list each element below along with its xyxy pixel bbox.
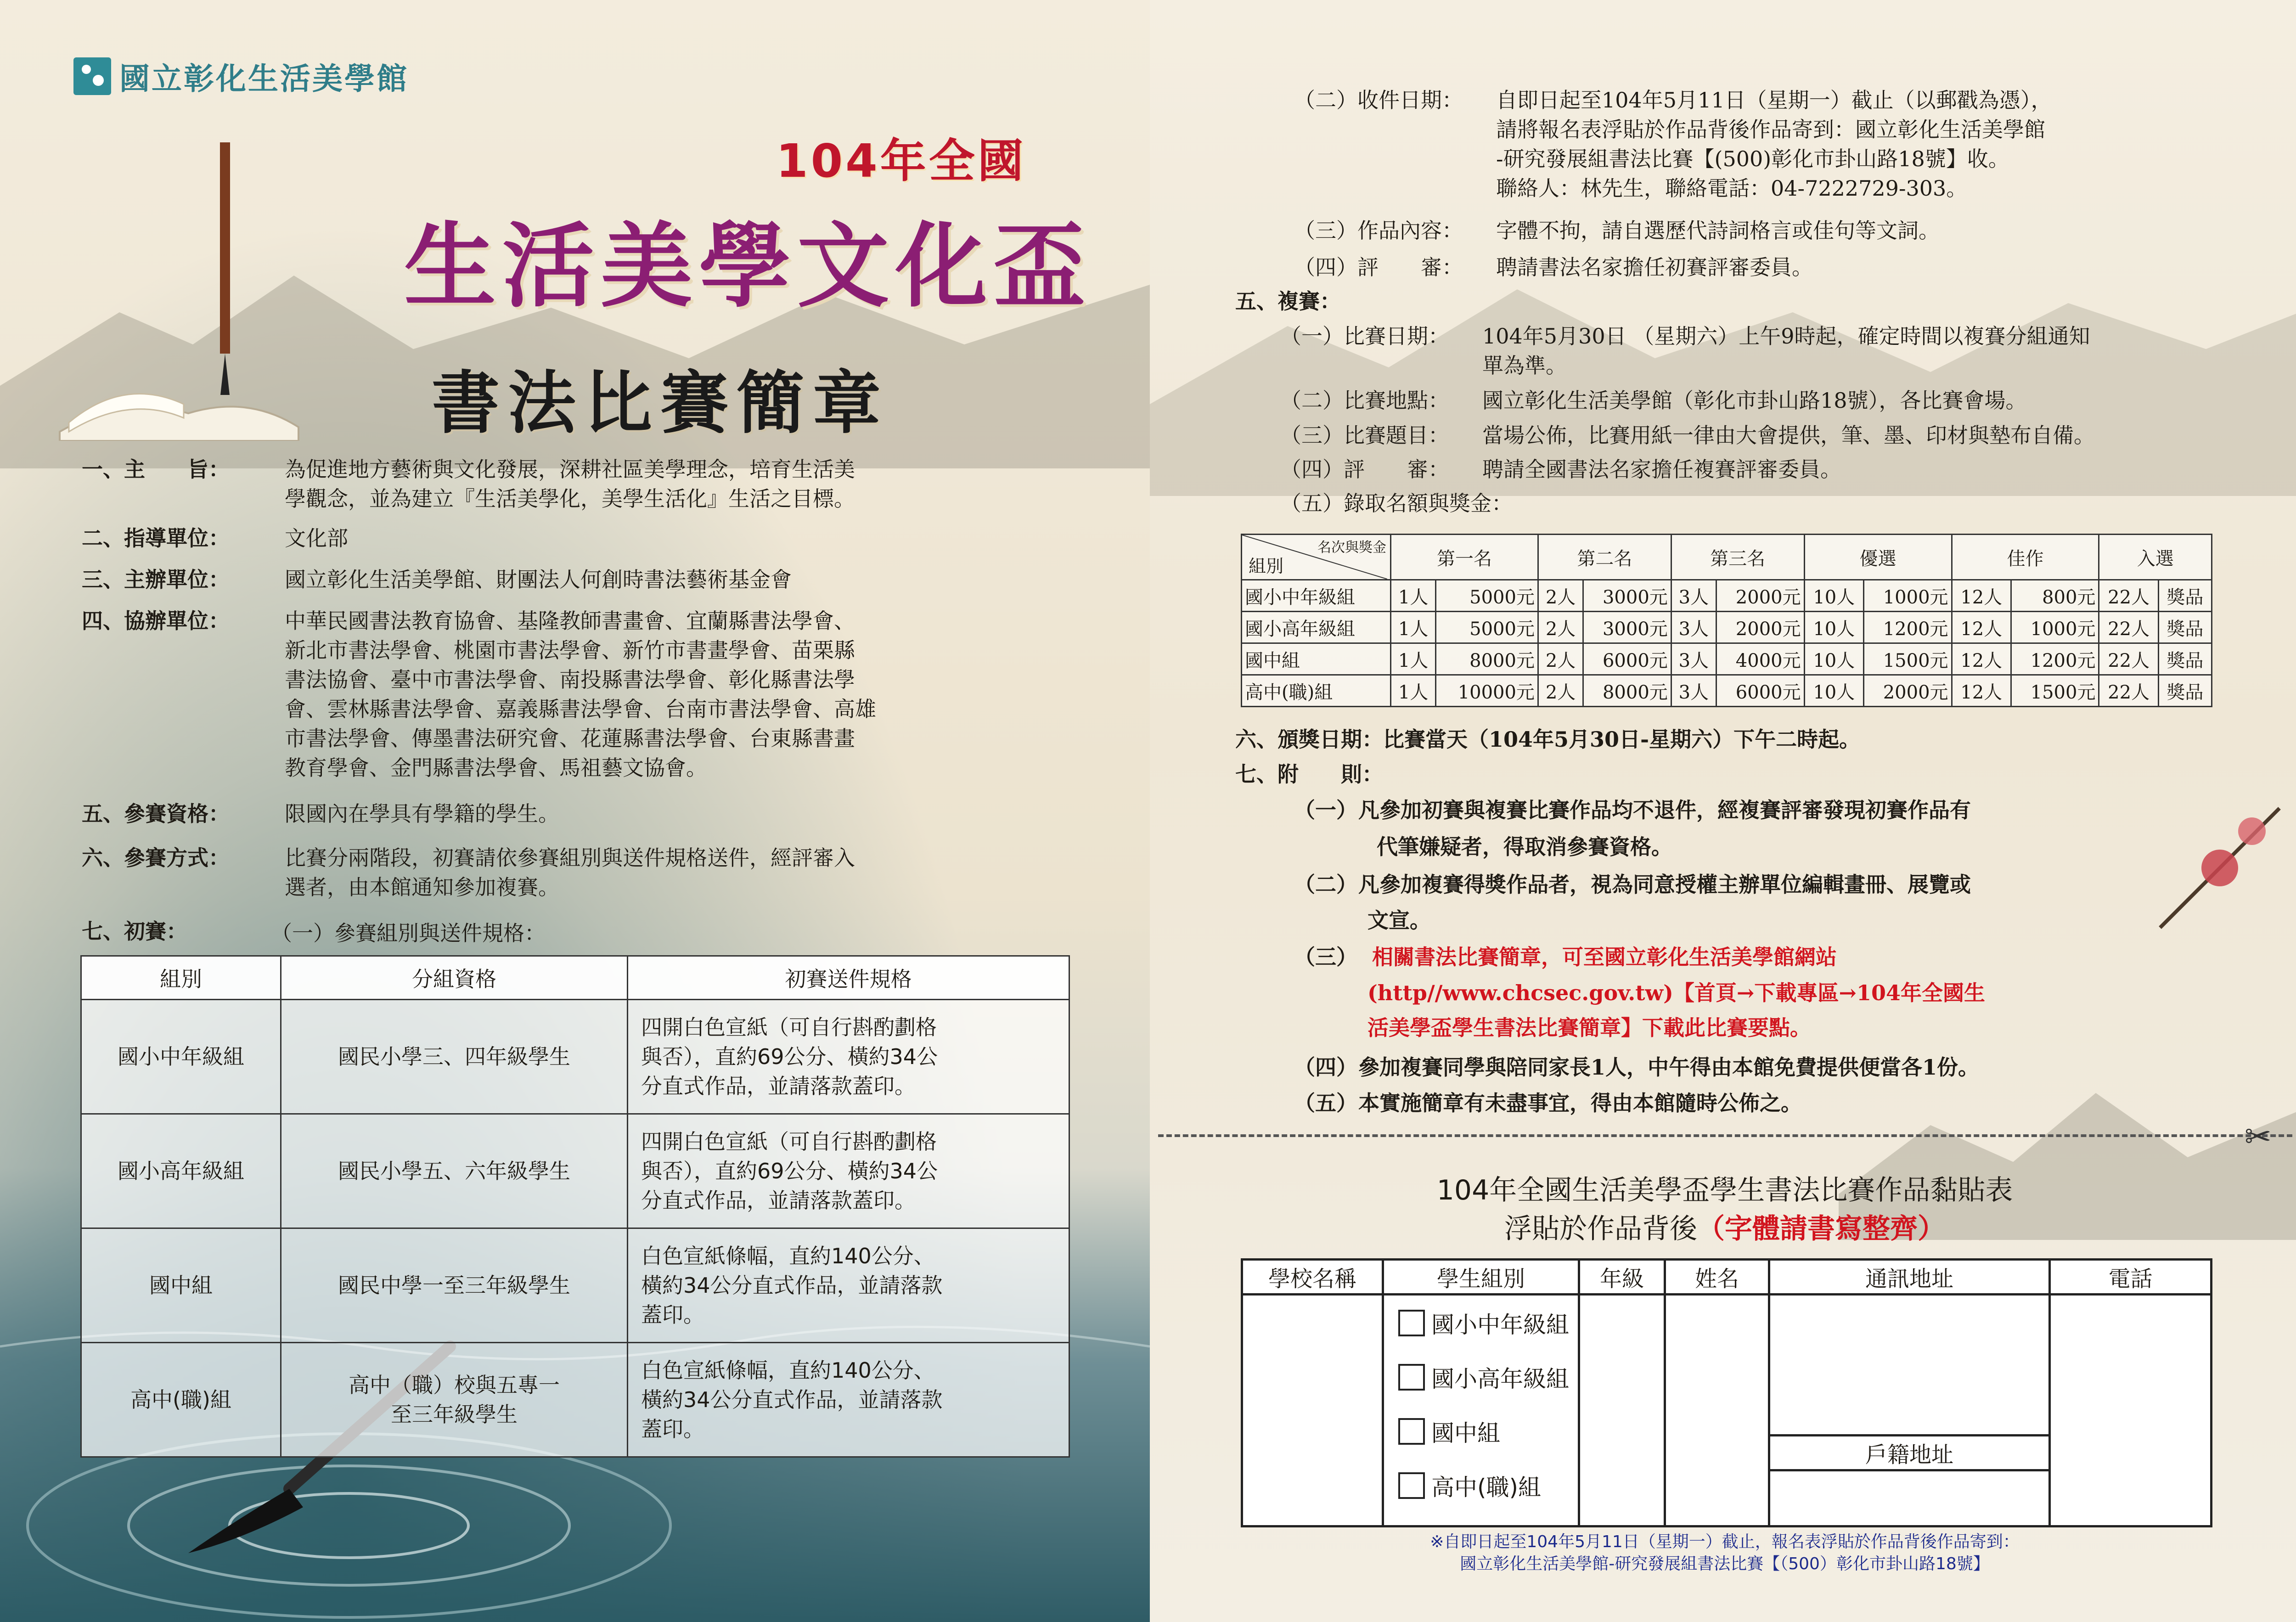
count-cell: 2人 — [1538, 612, 1583, 643]
item-text: -研究發展組書法比賽【(500)彰化市卦山路18號】收。 — [1496, 146, 2009, 171]
item-label: （一）比賽日期： — [1280, 324, 1449, 349]
item-text: 新北市書法學會、桃園市書法學會、新竹市書畫學會、苗栗縣 — [285, 638, 855, 663]
prize-cell: 3000元 — [1583, 580, 1671, 612]
group-cell: 高中(職)組 — [81, 1343, 281, 1457]
qual-cell — [281, 1343, 628, 1457]
group-option[interactable] — [1384, 1404, 1577, 1459]
appendix-num: （二） — [1294, 872, 1357, 897]
spec-cell — [628, 1343, 1069, 1457]
item-text: 比賽分兩階段，初賽請依參賽組別與送件規格送件，經評審入 — [285, 845, 855, 870]
form-header: 學校名稱 — [1242, 1260, 1383, 1295]
count-cell: 12人 — [1952, 580, 2011, 612]
checkbox[interactable] — [1398, 1418, 1425, 1445]
spec-line: 分直式作品，並請落款蓋印。 — [641, 1188, 916, 1213]
prize-cell: 獎品 — [2158, 580, 2212, 612]
qual-cell: 國民中學一至三年級學生 — [281, 1228, 628, 1343]
checkbox[interactable] — [1398, 1472, 1425, 1499]
group-option-label: 國中組 — [1431, 1420, 1500, 1447]
appendix-label: 七、附 則： — [1235, 762, 1383, 787]
scissors-icon: ✂ — [2245, 1118, 2272, 1155]
name-field[interactable] — [1665, 1295, 1769, 1526]
spec-line: 白色宣紙條幅，直約140公分、 — [641, 1358, 935, 1383]
form-header: 電話 — [2050, 1260, 2212, 1295]
item-label-organizer: 三、主辦單位： — [82, 567, 230, 592]
count-cell: 3人 — [1671, 675, 1716, 707]
item-label: （四）評 審： — [1294, 255, 1463, 280]
item-label-purpose: 一、主 旨： — [82, 457, 230, 482]
item-text: 聘請書法名家擔任初賽評審委員。 — [1496, 255, 1813, 280]
form-header: 學生組別 — [1383, 1260, 1579, 1295]
item-text: 教育學會、金門縣書法學會、馬祖藝文協會。 — [285, 755, 707, 780]
prize-cell: 6000元 — [1716, 675, 1805, 707]
prize-header: 佳作 — [1952, 535, 2099, 580]
count-cell: 1人 — [1391, 580, 1436, 612]
group-option[interactable] — [1384, 1459, 1577, 1513]
spec-line: 白色宣紙條幅，直約140公分、 — [641, 1244, 935, 1268]
table-header: 組別 — [81, 956, 281, 1000]
final-label: 五、複賽： — [1235, 289, 1341, 314]
count-cell: 1人 — [1391, 675, 1436, 707]
group-cell: 國小中年級組 — [1242, 580, 1391, 612]
count-cell: 22人 — [2099, 643, 2158, 675]
award-date: 六、頒獎日期：比賽當天（104年5月30日-星期六）下午二時起。 — [1235, 727, 1861, 752]
form-note: ※自即日起至104年5月11日（星期一）截止，報名表浮貼於作品背後作品寄到： — [1430, 1532, 2020, 1551]
prize-header: 第二名 — [1538, 535, 1671, 580]
prize-header: 入選 — [2099, 535, 2212, 580]
group-cell: 國中組 — [1242, 643, 1391, 675]
table-row — [81, 1228, 1069, 1343]
prize-cell: 1500元 — [2011, 675, 2099, 707]
group-option-label: 國小高年級組 — [1431, 1366, 1569, 1392]
item-text: 字體不拘，請自選歷代詩詞格言或佳句等文詞。 — [1496, 218, 1940, 243]
table-row — [1242, 643, 2212, 675]
form-subtitle — [1150, 1211, 2296, 1247]
item-label-co-organizer: 四、協辦單位： — [82, 608, 230, 633]
prize-cell: 1500元 — [1863, 643, 1952, 675]
item-text: 會、雲林縣書法學會、嘉義縣書法學會、台南市書法學會、高雄 — [285, 697, 876, 721]
group-cell: 國小高年級組 — [81, 1114, 281, 1228]
prize-cell: 10000元 — [1436, 675, 1538, 707]
prize-cell: 1000元 — [2011, 612, 2099, 643]
prize-cell: 5000元 — [1436, 580, 1538, 612]
prize-cell: 1200元 — [1863, 612, 1952, 643]
appendix-text-highlight: 相關書法比賽簡章，可至國立彰化生活美學館網站 — [1372, 945, 1837, 969]
prize-cell: 獎品 — [2158, 643, 2212, 675]
count-cell: 10人 — [1804, 612, 1863, 643]
item-text: 選者，由本館通知參加複賽。 — [285, 875, 559, 900]
prize-cell: 3000元 — [1583, 612, 1671, 643]
item-label-eligibility: 五、參賽資格： — [82, 801, 230, 826]
group-checkbox-list — [1383, 1295, 1579, 1526]
count-cell: 22人 — [2099, 675, 2158, 707]
prize-cell: 4000元 — [1716, 643, 1805, 675]
appendix-num: （五） — [1294, 1091, 1357, 1115]
item-label: （四）評 審： — [1280, 457, 1449, 482]
spec-line: 四開白色宣紙（可自行斟酌劃格 — [641, 1129, 937, 1154]
item-text: 書法協會、臺中市書法學會、南投縣書法學會、彰化縣書法學 — [285, 667, 855, 692]
item-text: 文化部 — [285, 526, 348, 551]
group-cell: 國中組 — [81, 1228, 281, 1343]
count-cell: 10人 — [1804, 675, 1863, 707]
prize-header: 優選 — [1804, 535, 1952, 580]
count-cell: 10人 — [1804, 580, 1863, 612]
item-text: 中華民國書法教育協會、基隆教師書畫會、宜蘭縣書法學會、 — [285, 608, 855, 633]
plum-blossom-icon — [2151, 790, 2289, 937]
spec-line: 與否），直約69公分、橫約34公 — [641, 1044, 938, 1069]
count-cell: 12人 — [1952, 675, 2011, 707]
count-cell: 12人 — [1952, 612, 2011, 643]
item-text: 單為準。 — [1482, 353, 1567, 378]
subtitle: 104年全國 — [776, 134, 1026, 188]
prize-cell: 800元 — [2011, 580, 2099, 612]
appendix-text: 凡參加複賽得獎作品者，視為同意授權主辦單位編輯畫冊、展覽或 — [1358, 872, 1971, 897]
table-row — [81, 1000, 1069, 1114]
spec-cell — [628, 1114, 1069, 1228]
item-text: 104年5月30日 （星期六）上午9時起，確定時間以複賽分組通知 — [1482, 324, 2090, 349]
item-text: 請將報名表浮貼於作品背後作品寄到：國立彰化生活美學館 — [1496, 117, 2045, 142]
count-cell: 3人 — [1671, 580, 1716, 612]
group-cell: 國小高年級組 — [1242, 612, 1391, 643]
table-row — [1242, 612, 2212, 643]
spec-line: 與否），直約69公分、橫約34公 — [641, 1159, 938, 1183]
prize-cell: 8000元 — [1583, 675, 1671, 707]
table-row — [81, 1343, 1069, 1457]
appendix-text-highlight[interactable]: (http//www.chcsec.gov.tw)【首頁→下載專區→104年全國生 — [1367, 980, 1985, 1005]
table-header: 初賽送件規格 — [628, 956, 1069, 1000]
appendix-text: 凡參加初賽與複賽比賽作品均不退件，經複賽評審發現初賽作品有 — [1358, 798, 1971, 822]
logo-icon — [73, 57, 111, 95]
item-text: 限國內在學具有學籍的學生。 — [285, 801, 559, 826]
group-option-label: 高中(職)組 — [1431, 1474, 1542, 1501]
item-text: 自即日起至104年5月11日（星期一）截止（以郵戳為憑）， — [1496, 88, 2052, 113]
appendix-text: 文宣。 — [1367, 908, 1431, 933]
prize-cell: 5000元 — [1436, 612, 1538, 643]
spec-line: 橫約34公分直式作品，並請落款 — [641, 1273, 943, 1298]
appendix-text: 參加複賽同學與陪同家長1人，中午得由本館免費提供便當各1份。 — [1358, 1055, 1980, 1080]
form-header: 通訊地址 — [1769, 1260, 2050, 1295]
prize-cell: 8000元 — [1436, 643, 1538, 675]
form-subtitle-red: （字體請書寫整齊） — [1697, 1213, 1945, 1245]
item-label: （二）比賽地點： — [1280, 388, 1449, 413]
group-option[interactable] — [1384, 1350, 1577, 1404]
checkbox[interactable] — [1398, 1364, 1425, 1391]
prize-cell: 獎品 — [2158, 675, 2212, 707]
item-text: 國立彰化生活美學館（彰化市卦山路18號），各比賽會場。 — [1482, 388, 2027, 413]
spec-line: 蓋印。 — [641, 1417, 704, 1442]
qual-line: 至三年級學生 — [391, 1402, 518, 1427]
prize-cell: 2000元 — [1863, 675, 1952, 707]
table-header: 分組資格 — [281, 956, 628, 1000]
group-option[interactable] — [1384, 1296, 1577, 1350]
count-cell: 2人 — [1538, 643, 1583, 675]
prelim-sub-label: （一）參賽組別與送件規格： — [271, 921, 546, 946]
appendix-num: （一） — [1294, 798, 1357, 822]
prize-cell: 2000元 — [1716, 580, 1805, 612]
household-address-field[interactable] — [1769, 1470, 2050, 1526]
spec-line: 四開白色宣紙（可自行斟酌劃格 — [641, 1015, 937, 1040]
spec-line: 分直式作品，並請落款蓋印。 — [641, 1074, 916, 1098]
spec-cell — [628, 1228, 1069, 1343]
count-cell: 22人 — [2099, 612, 2158, 643]
qual-cell: 國民小學三、四年級學生 — [281, 1000, 628, 1114]
table-row — [1242, 675, 2212, 707]
museum-logo — [73, 54, 409, 98]
prize-cell: 獎品 — [2158, 612, 2212, 643]
prize-cell: 6000元 — [1583, 643, 1671, 675]
qual-line: 高中（職）校與五專一 — [349, 1373, 560, 1397]
count-cell: 10人 — [1804, 643, 1863, 675]
cut-line — [1158, 1134, 2292, 1137]
item-text: 學觀念，並為建立『生活美學化，美學生活化』生活之目標。 — [285, 486, 855, 511]
checkbox[interactable] — [1398, 1310, 1425, 1336]
group-cell: 高中(職)組 — [1242, 675, 1391, 707]
prize-header: 第三名 — [1671, 535, 1804, 580]
item-text: 市書法學會、傳墨書法研究會、花蓮縣書法學會、台東縣書畫 — [285, 726, 855, 751]
qual-cell: 國民小學五、六年級學生 — [281, 1114, 628, 1228]
prize-cell: 2000元 — [1716, 612, 1805, 643]
prize-cell: 1000元 — [1863, 580, 1952, 612]
form-title: 104年全國生活美學盃學生書法比賽作品黏貼表 — [1436, 1174, 2013, 1206]
appendix-text: 代筆嫌疑者，得取消參賽資格。 — [1377, 834, 1672, 859]
prize-table — [1241, 534, 2212, 707]
count-cell: 12人 — [1952, 643, 2011, 675]
form-header: 年級 — [1579, 1260, 1665, 1295]
group-cell: 國小中年級組 — [81, 1000, 281, 1114]
appendix-text: 本實施簡章有未盡事宜，得由本館隨時公佈之。 — [1358, 1091, 1802, 1115]
corner-bottom-label: 組別 — [1249, 556, 1284, 576]
household-address-label: 戶籍地址 — [1769, 1436, 2050, 1470]
item-label: （五）錄取名額與獎金： — [1280, 491, 1513, 516]
count-cell: 2人 — [1538, 580, 1583, 612]
prelim-label: 七、初賽： — [82, 919, 187, 944]
item-text: 當場公佈，比賽用紙一律由大會提供，筆、墨、印材與墊布自備。 — [1482, 423, 2095, 448]
item-text: 聘請全國書法名家擔任複賽評審委員。 — [1482, 457, 1841, 482]
open-book-icon — [51, 138, 308, 441]
item-label: （三）作品內容： — [1294, 218, 1463, 243]
count-cell: 1人 — [1391, 643, 1436, 675]
prize-header: 第一名 — [1391, 535, 1538, 580]
item-label-supervisor: 二、指導單位： — [82, 526, 230, 551]
group-option-label: 國小中年級組 — [1431, 1312, 1569, 1338]
count-cell: 1人 — [1391, 612, 1436, 643]
appendix-num: （三） — [1294, 945, 1357, 969]
spec-cell — [628, 1000, 1069, 1114]
spec-line: 蓋印。 — [641, 1302, 704, 1327]
grade-field[interactable] — [1579, 1295, 1665, 1526]
table-row — [81, 1114, 1069, 1228]
form-subtitle-text: 浮貼於作品背後 — [1504, 1213, 1697, 1245]
item-label-method: 六、參賽方式： — [82, 845, 230, 870]
item-text: 為促進地方藝術與文化發展，深耕社區美學理念，培育生活美 — [285, 457, 855, 482]
mailing-address-field[interactable] — [1769, 1295, 2050, 1436]
item-label: （三）比賽題目： — [1280, 423, 1449, 448]
corner-top-label: 名次與獎金 — [1317, 540, 1386, 556]
item-text: 國立彰化生活美學館、財團法人何創時書法藝術基金會 — [285, 567, 792, 592]
count-cell: 22人 — [2099, 580, 2158, 612]
main-title: 生活美學文化盃 — [404, 212, 1092, 320]
item-text: 聯絡人：林先生，聯絡電話：04-7222729-303。 — [1496, 176, 1968, 201]
count-cell: 2人 — [1538, 675, 1583, 707]
entry-form-table — [1241, 1258, 2212, 1527]
form-header: 姓名 — [1665, 1260, 1769, 1295]
document-title: 書法比賽簡章 — [432, 363, 889, 443]
school-name-field[interactable] — [1242, 1295, 1383, 1526]
entry-spec-table — [80, 955, 1070, 1458]
spec-line: 橫約34公分直式作品，並請落款 — [641, 1387, 943, 1412]
form-note: 國立彰化生活美學館-研究發展組書法比賽【（500）彰化市卦山路18號】 — [1460, 1554, 1990, 1573]
prize-cell: 1200元 — [2011, 643, 2099, 675]
count-cell: 3人 — [1671, 643, 1716, 675]
item-label: （二）收件日期： — [1294, 88, 1463, 113]
appendix-text-highlight: 活美學盃學生書法比賽簡章】下載此比賽要點。 — [1367, 1015, 1811, 1040]
logo-text: 國立彰化生活美學館 — [119, 61, 409, 96]
table-row — [1242, 580, 2212, 612]
phone-field[interactable] — [2050, 1295, 2212, 1526]
count-cell: 3人 — [1671, 612, 1716, 643]
corner-header — [1242, 535, 1391, 580]
appendix-num: （四） — [1294, 1055, 1357, 1080]
